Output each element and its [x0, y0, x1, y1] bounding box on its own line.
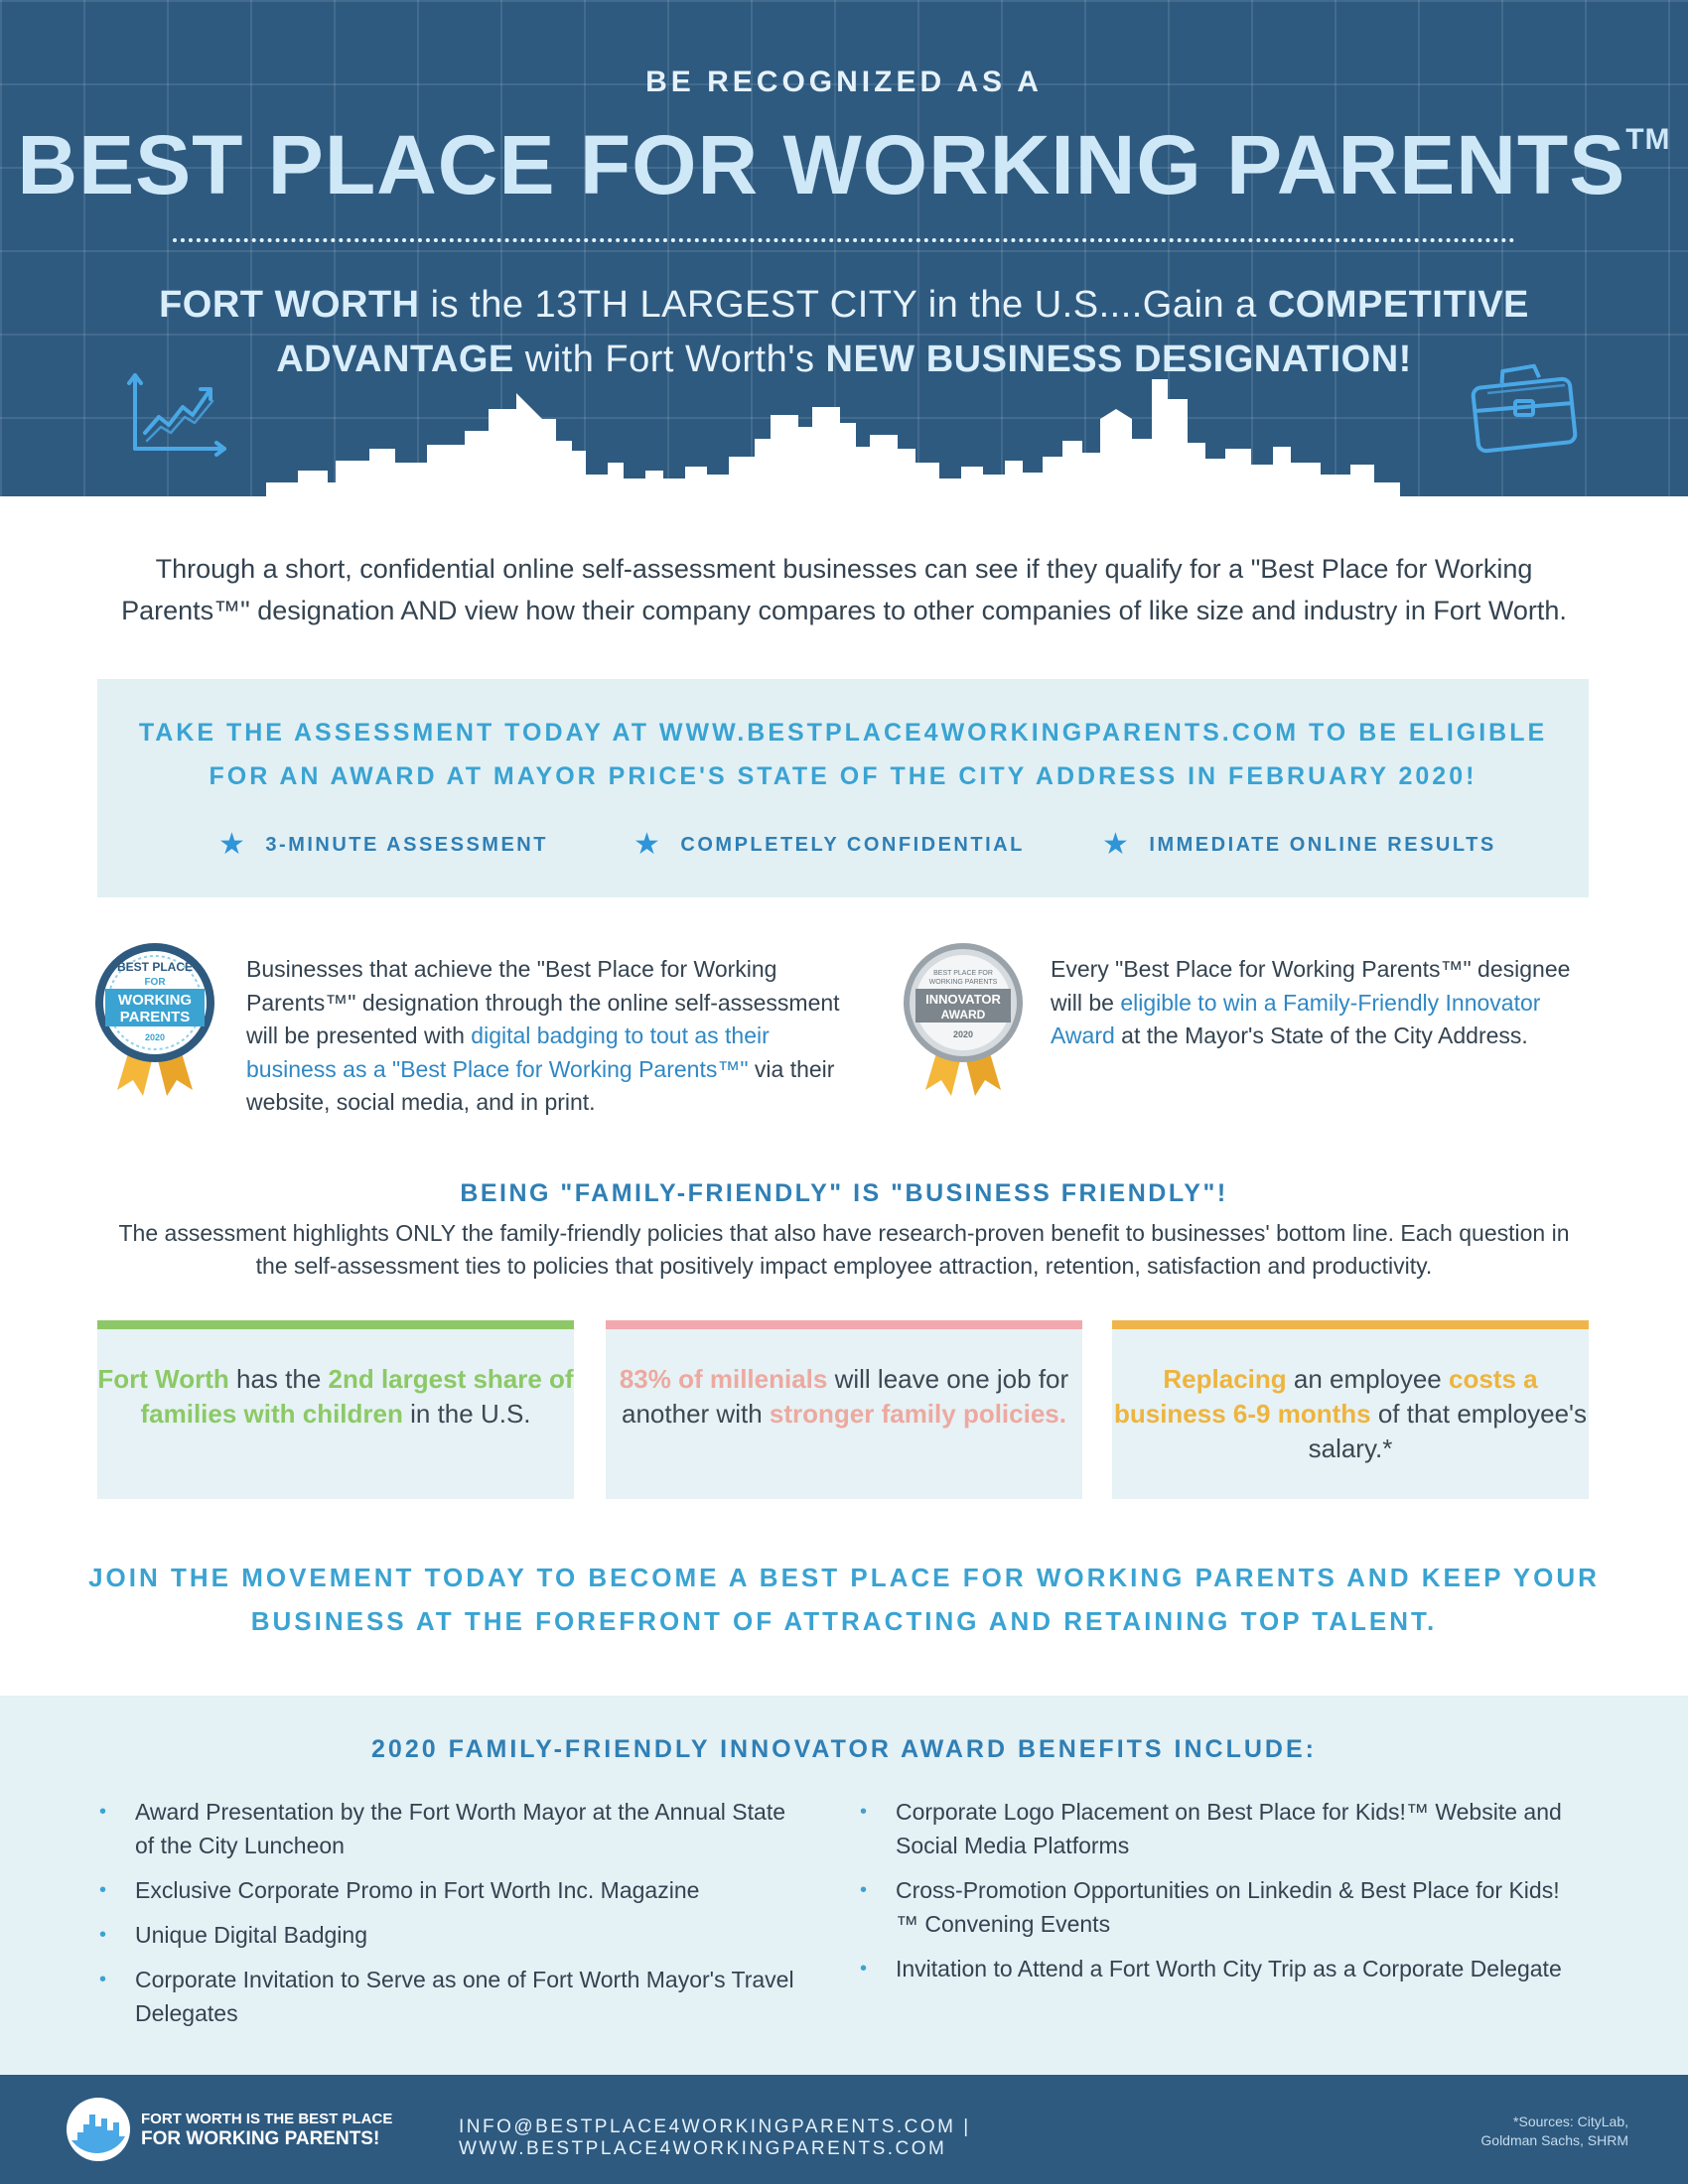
seal-top-text: BEST PLACE FOR — [933, 970, 993, 977]
feature-item: ★ COMPLETELY CONFIDENTIAL — [633, 828, 1025, 861]
seal-top-text-2: WORKING PARENTS — [928, 979, 998, 986]
star-icon: ★ — [633, 828, 663, 861]
benefits-list-right — [860, 1795, 1575, 1996]
city-skyline — [0, 379, 1688, 498]
benefits-list-left — [99, 1795, 794, 2041]
benefits-section — [0, 1696, 1688, 2075]
list-item: • Cross-Promotion Opportunities on Linkedin & Best Place for Kids!™ Convening Events — [860, 1877, 1560, 1937]
seal-line2: AWARD — [940, 1008, 986, 1022]
hero-subtitle-line2: ADVANTAGE with Fort Worth's NEW BUSINESS DESIGNATION! — [276, 339, 1412, 380]
hero-title — [0, 117, 1688, 213]
stat-card-families: Fort Worth has the 2nd largest share of families with children in the U.S. — [97, 1320, 574, 1499]
digital-badging-text: Businesses that achieve the "Best Place for Working Parents™" designation through the online self-assessment will be presented with digital badging to tout as their business as a "Best Place for Working Parents™" via their website, social media, and in print. — [246, 956, 840, 1115]
skyline-logo-icon — [66, 2097, 131, 2162]
list-item: • Exclusive Corporate Promo in Fort Worth Inc. Magazine — [99, 1877, 700, 1903]
seal-line1: WORKING — [117, 992, 193, 1009]
family-friendly-heading: BEING "FAMILY-FRIENDLY" IS "BUSINESS FRIENDLY"! — [460, 1179, 1228, 1207]
dotted-divider — [173, 238, 1515, 242]
working-parents-seal-icon — [93, 941, 216, 1100]
list-item: • Invitation to Attend a Fort Worth City Trip as a Corporate Delegate — [860, 1956, 1562, 1981]
seal-line2: PARENTS — [119, 1009, 191, 1025]
innovator-award-text: Every "Best Place for Working Parents™" designee will be eligible to win a Family-Friendly Innovator Award at the Mayor's State of the City Address. — [1051, 956, 1571, 1048]
intro-paragraph: Through a short, confidential online self-assessment businesses can see if they qualify for a "Best Place for Working Parents™" designation AND view how their company compares to other companies of like size and industry in Fort Worth. — [121, 554, 1567, 625]
footer-contact: INFO@BESTPLACE4WORKINGPARENTS.COM | WWW.BESTPLACE4WORKINGPARENTS.COM — [459, 2116, 971, 2159]
list-item: • Unique Digital Badging — [99, 1922, 367, 1948]
stat-card-replacement-cost: Replacing an employee costs a business 6-9 months of that employee's salary.* — [1112, 1320, 1589, 1499]
callout-line2: FOR AN AWARD AT MAYOR PRICE'S STATE OF THE CITY ADDRESS IN FEBRUARY 2020! — [209, 762, 1477, 790]
seal-line1: INNOVATOR — [925, 992, 1001, 1007]
stat-card-millenials: 83% of millenials will leave one job for another with stronger family policies. — [606, 1320, 1082, 1499]
footer-tagline: FORT WORTH IS THE BEST PLACE FOR WORKING PARENTS! — [141, 2111, 393, 2149]
hero-title-text: BEST PLACE FOR WORKING PARENTS — [17, 118, 1626, 211]
trademark-mark: TM — [1625, 123, 1671, 156]
seal-for-text: FOR — [144, 977, 166, 988]
benefits-heading: 2020 FAMILY-FRIENDLY INNOVATOR AWARD BENEFITS INCLUDE: — [371, 1735, 1317, 1763]
seal-top-text: BEST PLACE — [116, 960, 194, 974]
assessment-callout — [97, 679, 1589, 897]
footer-sources: *Sources: CityLab, Goldman Sachs, SHRM — [1480, 2114, 1628, 2148]
join-line2: BUSINESS AT THE FOREFRONT OF ATTRACTING AND RETAINING TOP TALENT. — [250, 1606, 1438, 1636]
callout-line1: TAKE THE ASSESSMENT TODAY AT WWW.BESTPLACE4WORKINGPARENTS.COM TO BE ELIGIBLE — [138, 719, 1548, 747]
feature-item: ★ 3-MINUTE ASSESSMENT — [218, 828, 548, 861]
list-item: • Award Presentation by the Fort Worth Mayor at the Annual State of the City Luncheon — [99, 1799, 786, 1858]
hero-subtitle — [0, 278, 1688, 387]
seal-year: 2020 — [952, 1029, 974, 1039]
hero-banner — [0, 0, 1688, 498]
seal-year: 2020 — [144, 1032, 166, 1042]
footer — [0, 2075, 1688, 2184]
list-item: • Corporate Invitation to Serve as one of Fort Worth Mayor's Travel Delegates — [99, 1967, 794, 2026]
family-friendly-text: The assessment highlights ONLY the family-friendly policies that also have research-proven benefit to businesses' bottom line. Each question in the self-assessment ties to policies that positively impact employee attraction, retention, satisfaction and productivity. — [118, 1220, 1570, 1279]
star-icon: ★ — [1102, 828, 1132, 861]
star-icon: ★ — [218, 828, 248, 861]
list-item: • Corporate Logo Placement on Best Place for Kids!™ Website and Social Media Platforms — [860, 1799, 1562, 1858]
feature-item: ★ IMMEDIATE ONLINE RESULTS — [1102, 828, 1496, 861]
hero-kicker: BE RECOGNIZED AS A — [645, 66, 1043, 98]
innovator-award-seal-icon — [902, 941, 1025, 1100]
hero-subtitle-line1: FORT WORTH is the 13TH LARGEST CITY in the U.S....Gain a COMPETITIVE — [159, 284, 1529, 326]
join-line1: JOIN THE MOVEMENT TODAY TO BECOME A BEST PLACE FOR WORKING PARENTS AND KEEP YOUR — [88, 1563, 1600, 1592]
